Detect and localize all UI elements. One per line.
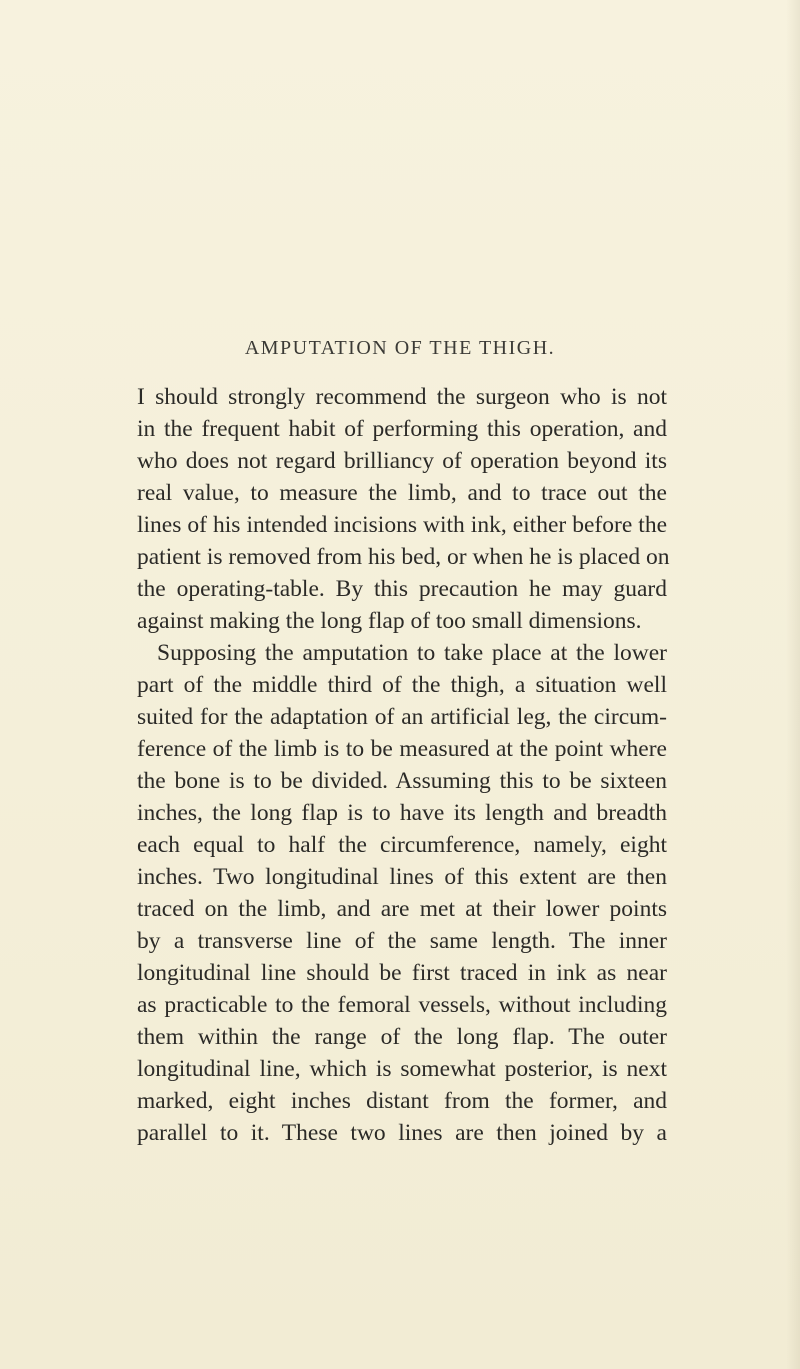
text-line: traced on the limb, and are met at their lower points [137, 896, 667, 922]
text-line: Supposing the amputation to take place at the lower [157, 640, 667, 666]
body-paragraphs [137, 381, 670, 1149]
text-line: lines of his intended incisions with ink, either before the [137, 512, 667, 538]
text-line: the bone is to be divided. Assuming this to be sixteen [137, 768, 667, 794]
text-line: parallel to it. These two lines are then joined by a [137, 1120, 667, 1146]
text-line: who does not regard brilliancy of operation beyond its [137, 448, 667, 474]
text-line: part of the middle third of the thigh, a situation well [137, 672, 667, 698]
text-line: longitudinal line should be first traced in ink as near [137, 960, 667, 986]
text-line: ference of the limb is to be measured at the point where [137, 736, 667, 762]
text-line: suited for the adaptation of an artificial leg, the circum- [137, 704, 667, 730]
text-line: each equal to half the circumference, namely, eight [137, 832, 667, 858]
text-line: patient is removed from his bed, or when he is placed on [137, 544, 670, 570]
text-line: against making the long flap of too small dimensions. [137, 608, 642, 634]
text-line: in the frequent habit of performing this operation, and [137, 416, 667, 442]
text-line: inches, the long flap is to have its length and breadth [137, 800, 667, 826]
text-line: real value, to measure the limb, and to trace out the [137, 480, 667, 506]
text-line: inches. Two longitudinal lines of this extent are then [137, 864, 667, 890]
text-line: longitudinal line, which is somewhat posterior, is next [137, 1056, 667, 1082]
text-line: them within the range of the long flap. The outer [137, 1024, 667, 1050]
page-heading: AMPUTATION OF THE THIGH. [244, 337, 556, 359]
text-line: the operating-table. By this precaution he may guard [137, 576, 667, 602]
text-line: marked, eight inches distant from the former, and [137, 1088, 667, 1114]
text-line: as practicable to the femoral vessels, without including [137, 992, 667, 1018]
text-line: by a transverse line of the same length. The inner [137, 928, 667, 954]
text-line: I should strongly recommend the surgeon who is not [137, 384, 667, 410]
page-edge-shadow [786, 0, 800, 1369]
